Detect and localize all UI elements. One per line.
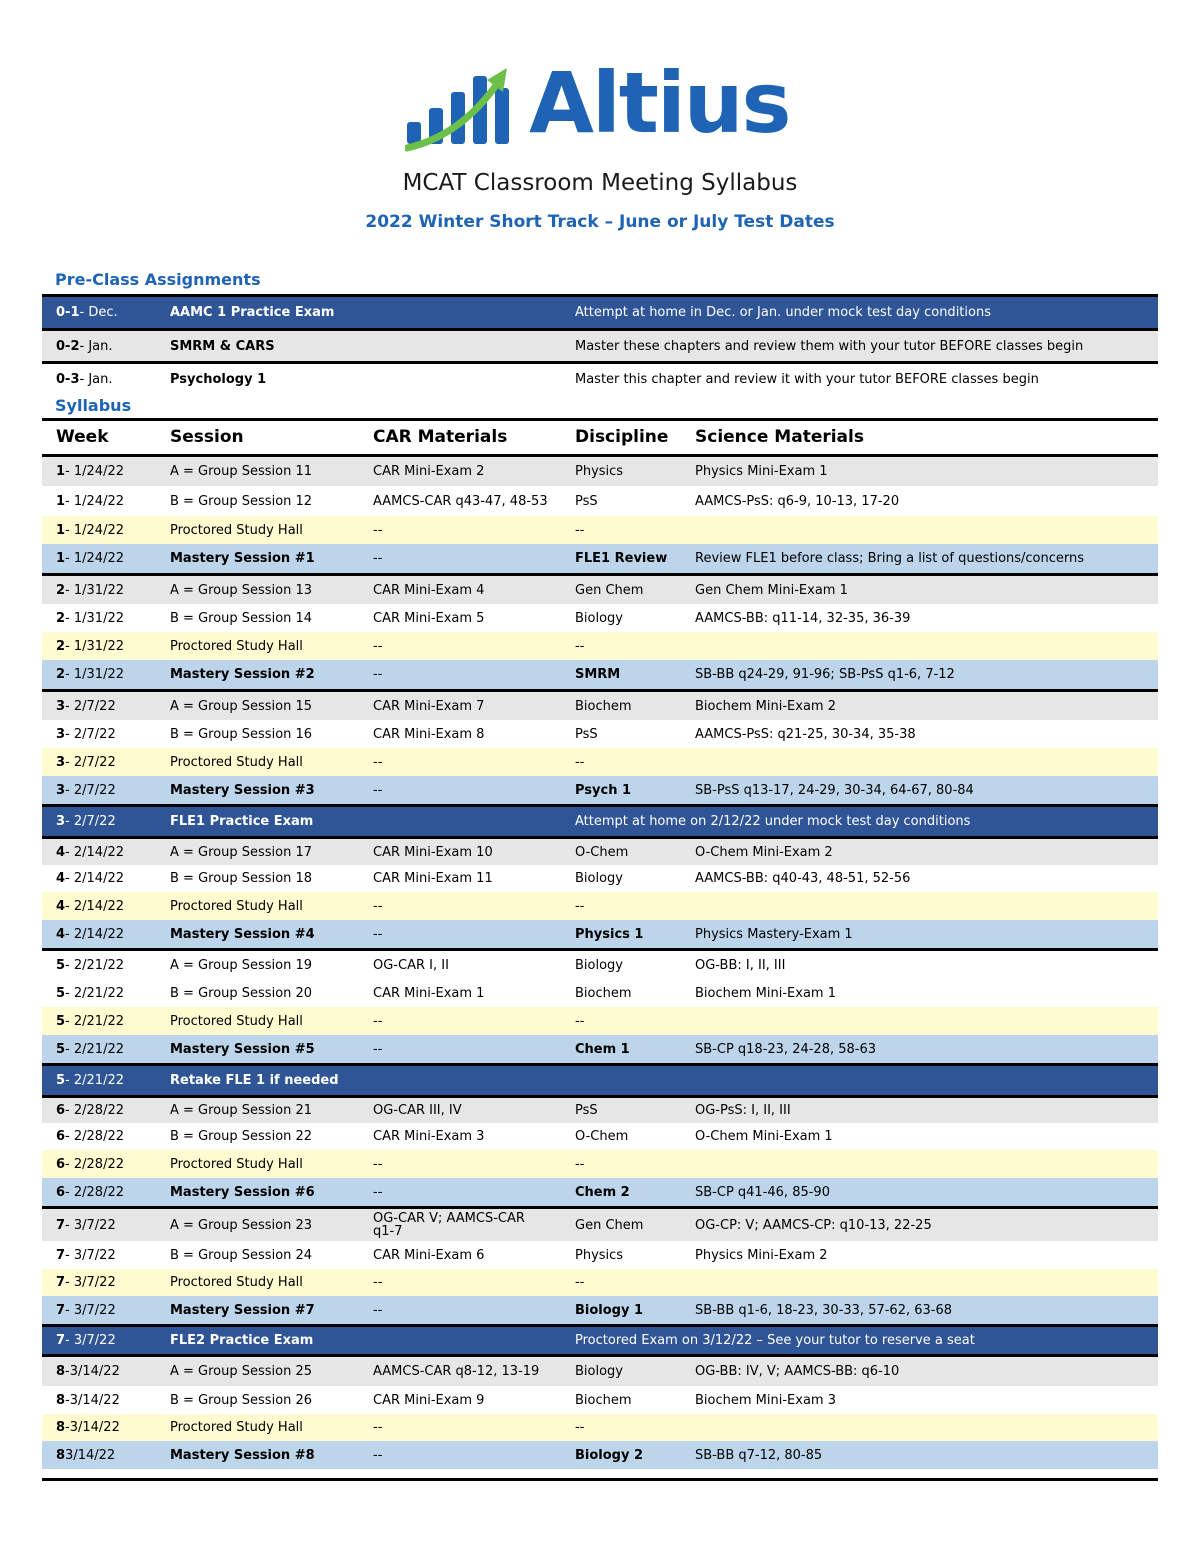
week-date: - 1/24/22 [65,551,124,566]
table-row [42,804,1158,836]
week-number: 0-2 [56,338,80,354]
week-number: 8 [56,1392,66,1408]
syllabus-table [42,418,1158,1469]
discipline-cell: Gen Chem [575,582,644,598]
discipline-cell: SMRM [575,667,621,682]
table-row [42,1063,1158,1095]
discipline-cell: Biochem [575,698,632,714]
discipline-cell: -- [575,898,585,914]
week-date: - Dec. [79,305,118,320]
week-number: 1 [56,522,66,538]
week-number: 5 [56,958,66,973]
session-cell: B = Group Session 18 [170,871,313,886]
discipline-cell: Biology [575,871,623,886]
science-materials-cell: OG-BB: I, II, III [695,958,786,973]
science-materials-cell [695,748,1155,776]
page-subtitle: 2022 Winter Short Track – June or July Test Dates [365,212,835,232]
discipline-cell: PsS [575,493,598,509]
table-row [42,1441,1158,1469]
science-materials-cell: SB-BB q24-29, 91-96; SB-PsS q1-6, 7-12 [695,667,955,682]
note-cell: Master this chapter and review it with your tutor BEFORE classes begin [575,371,1039,387]
table-row [42,1324,1158,1354]
week-date: - 2/7/22 [65,698,116,714]
table-row [42,1123,1158,1150]
table-row [42,544,1158,573]
week-date: -3/14/22 [65,1392,120,1408]
discipline-cell: O-Chem [575,1129,629,1144]
table-row [42,1178,1158,1206]
week-date: - 2/14/22 [65,871,124,886]
car-materials-cell: -- [373,1275,383,1290]
car-materials-cell: CAR Mini-Exam 11 [373,871,493,886]
science-materials-cell: Physics Mini-Exam 1 [695,464,828,479]
science-materials-cell: Biochem Mini-Exam 2 [695,698,836,714]
week-number: 5 [56,1041,66,1057]
table-row [42,516,1158,544]
week-number: 7 [56,1333,66,1348]
session-cell: Mastery Session #1 [170,551,315,566]
discipline-cell: Biology 2 [575,1447,644,1463]
table-row [42,865,1158,892]
week-date: - 3/7/22 [65,1275,116,1290]
week-date: - 1/24/22 [65,493,124,509]
column-header: Discipline [575,427,669,447]
discipline-cell: PsS [575,726,598,742]
pre-class-heading: Pre-Class Assignments [55,270,261,289]
car-materials-cell: -- [373,1013,383,1029]
car-materials-cell: -- [373,1184,383,1200]
session-cell: B = Group Session 26 [170,1392,313,1408]
week-date: - 2/28/22 [65,1103,124,1118]
logo-wordmark: Altius [529,54,790,152]
car-materials-cell: -- [373,754,383,770]
week-date: - 3/7/22 [65,1247,116,1263]
science-materials-cell: AAMCS-BB: q11-14, 32-35, 36-39 [695,610,911,626]
science-materials-cell: O-Chem Mini-Exam 2 [695,844,833,860]
week-date: - 2/28/22 [65,1156,124,1172]
session-cell: Mastery Session #4 [170,926,315,942]
discipline-cell: -- [575,1013,585,1029]
science-materials-cell: O-Chem Mini-Exam 1 [695,1129,833,1144]
science-materials-cell [695,516,1155,544]
table-row [42,689,1158,720]
discipline-cell: -- [575,522,585,538]
week-date: - 1/31/22 [65,610,124,626]
week-date: - 1/24/22 [65,522,124,538]
table-row [42,920,1158,948]
table-row [42,836,1158,865]
week-number: 3 [56,782,66,798]
week-number: 7 [56,1302,66,1318]
week-number: 5 [56,986,66,1001]
session-cell: B = Group Session 14 [170,610,313,626]
car-materials-cell: CAR Mini-Exam 2 [373,464,485,479]
session-cell: AAMC 1 Practice Exam [170,305,335,320]
science-materials-cell [695,1150,1155,1178]
discipline-cell: Biochem [575,986,632,1001]
car-materials-cell: AAMCS-CAR q43-47, 48-53 [373,493,548,509]
discipline-cell: -- [575,1156,585,1172]
table-row [42,486,1158,516]
week-date: - 2/21/22 [65,1013,124,1029]
science-materials-cell: Gen Chem Mini-Exam 1 [695,582,848,598]
week-number: 7 [56,1247,66,1263]
table-row [42,720,1158,748]
week-number: 6 [56,1129,66,1144]
session-cell: A = Group Session 11 [170,464,313,479]
car-materials-cell: CAR Mini-Exam 5 [373,610,485,626]
week-number: 3 [56,754,66,770]
week-number: 3 [56,814,66,829]
car-materials-cell: -- [373,1447,383,1463]
car-materials-cell: -- [373,1041,383,1057]
week-number: 2 [56,667,66,682]
week-date: - 2/28/22 [65,1129,124,1144]
session-cell: A = Group Session 19 [170,958,313,973]
table-row [42,573,1158,604]
table-row [42,361,1158,394]
week-number: 7 [56,1275,66,1290]
science-materials-cell: OG-BB: IV, V; AAMCS-BB: q6-10 [695,1364,900,1379]
week-date: - 3/7/22 [65,1333,116,1348]
car-materials-cell: CAR Mini-Exam 4 [373,582,485,598]
table-row [42,1007,1158,1035]
week-number: 4 [56,844,66,860]
session-cell: A = Group Session 23 [170,1217,313,1233]
bar-chart-arrow-icon [405,66,525,156]
discipline-cell: FLE1 Review [575,551,668,566]
car-materials-cell: OG-CAR V; AAMCS-CAR q1-7 [373,1211,525,1239]
car-materials-cell: -- [373,1420,383,1435]
session-cell: Proctored Study Hall [170,1156,303,1172]
discipline-cell: Biology [575,1364,623,1379]
science-materials-cell: SB-CP q18-23, 24-28, 58-63 [695,1041,877,1057]
column-header: Science Materials [695,427,864,447]
car-materials-cell: AAMCS-CAR q8-12, 13-19 [373,1364,540,1379]
science-materials-cell [695,892,1155,920]
session-cell: Proctored Study Hall [170,898,303,914]
week-number: 8 [56,1420,66,1435]
session-cell: B = Group Session 16 [170,726,313,742]
discipline-cell: -- [575,1275,585,1290]
column-header: Session [170,427,244,447]
week-number: 1 [56,551,66,566]
week-number: 4 [56,871,66,886]
science-materials-cell: Physics Mastery-Exam 1 [695,926,853,942]
week-date: -3/14/22 [65,1364,120,1379]
session-cell: A = Group Session 17 [170,844,313,860]
discipline-cell: Biochem [575,1392,632,1408]
discipline-cell: -- [575,754,585,770]
table-row [42,980,1158,1007]
table-row [42,1269,1158,1296]
week-date: - 2/14/22 [65,844,124,860]
week-date: - 2/7/22 [65,782,116,798]
session-cell: Mastery Session #6 [170,1184,315,1200]
week-number: 4 [56,898,66,914]
week-number: 6 [56,1103,66,1118]
table-row [42,604,1158,632]
session-cell: Mastery Session #3 [170,782,315,798]
week-number: 7 [56,1217,66,1233]
car-materials-cell: CAR Mini-Exam 1 [373,986,485,1001]
table-row [42,1386,1158,1414]
car-materials-cell: -- [373,926,383,942]
science-materials-cell: OG-CP: V; AAMCS-CP: q10-13, 22-25 [695,1217,932,1233]
week-number: 0-3 [56,371,80,387]
week-number: 2 [56,638,66,654]
table-row [42,1414,1158,1441]
car-materials-cell: OG-CAR I, II [373,958,449,973]
table-row [42,1150,1158,1178]
session-cell: Proctored Study Hall [170,754,303,770]
discipline-cell: Gen Chem [575,1217,644,1233]
session-cell: B = Group Session 12 [170,493,313,509]
session-cell: A = Group Session 15 [170,698,313,714]
session-cell: Psychology 1 [170,371,267,387]
car-materials-cell: CAR Mini-Exam 9 [373,1392,485,1408]
science-materials-cell [695,632,1155,660]
week-date: - Jan. [79,371,113,387]
session-cell: Mastery Session #7 [170,1302,315,1318]
session-cell: FLE1 Practice Exam [170,814,314,829]
table-row [42,1206,1158,1241]
session-cell: Proctored Study Hall [170,1275,303,1290]
discipline-cell: Chem 1 [575,1041,630,1057]
science-materials-cell [695,1269,1155,1296]
car-materials-cell: CAR Mini-Exam 10 [373,844,493,860]
session-cell: Proctored Study Hall [170,522,303,538]
week-date: - 2/14/22 [65,926,124,942]
session-cell: B = Group Session 20 [170,986,313,1001]
table-header [42,418,1158,454]
session-cell: Proctored Study Hall [170,1013,303,1029]
week-number: 4 [56,926,66,942]
car-materials-cell: CAR Mini-Exam 3 [373,1129,485,1144]
science-materials-cell: Biochem Mini-Exam 3 [695,1392,836,1408]
week-date: - 2/7/22 [65,754,116,770]
car-materials-cell: -- [373,551,383,566]
table-row [42,1241,1158,1269]
science-materials-cell: AAMCS-BB: q40-43, 48-51, 52-56 [695,871,911,886]
week-number: 2 [56,610,66,626]
week-date: - 2/21/22 [65,958,124,973]
discipline-cell: -- [575,1420,585,1435]
car-materials-cell: CAR Mini-Exam 7 [373,698,485,714]
session-cell: B = Group Session 24 [170,1247,313,1263]
table-row [42,776,1158,804]
discipline-cell: Biology [575,610,623,626]
science-materials-cell: AAMCS-PsS: q21-25, 30-34, 35-38 [695,726,916,742]
session-cell: Mastery Session #8 [170,1447,315,1463]
car-materials-cell: -- [373,1302,383,1318]
week-date: - Jan. [79,338,113,354]
week-number: 8 [56,1364,66,1379]
week-date: - 1/31/22 [65,582,124,598]
discipline-cell: Chem 2 [575,1184,630,1200]
discipline-cell: PsS [575,1103,598,1118]
discipline-cell: Physics [575,1247,624,1263]
session-cell: Proctored Study Hall [170,638,303,654]
week-number: 3 [56,726,66,742]
discipline-cell: Biology [575,958,623,973]
table-row [42,948,1158,980]
car-materials-cell: -- [373,522,383,538]
week-number: 1 [56,464,66,479]
week-number: 8 [56,1447,66,1463]
science-materials-cell [695,1007,1155,1035]
science-materials-cell: SB-BB q1-6, 18-23, 30-33, 57-62, 63-68 [695,1302,953,1318]
week-date: - 2/7/22 [65,726,116,742]
column-header: CAR Materials [373,427,508,447]
pre-class-table [42,294,1158,394]
discipline-cell: Physics [575,464,624,479]
session-cell: Mastery Session #5 [170,1041,315,1057]
session-cell: Mastery Session #2 [170,667,315,682]
table-row [42,328,1158,361]
week-date: - 3/7/22 [65,1217,116,1233]
week-number: 1 [56,493,66,509]
table-row [42,1296,1158,1324]
science-materials-cell: SB-CP q41-46, 85-90 [695,1184,830,1200]
table-bottom-rule [42,1478,1158,1481]
week-date: 3/14/22 [65,1447,116,1463]
session-cell: A = Group Session 25 [170,1364,313,1379]
column-header: Week [56,427,109,447]
discipline-cell: -- [575,638,585,654]
car-materials-cell: -- [373,638,383,654]
car-materials-cell: -- [373,782,383,798]
week-date: - 1/24/22 [65,464,124,479]
week-date: - 2/14/22 [65,898,124,914]
week-number: 5 [56,1013,66,1029]
car-materials-cell: CAR Mini-Exam 6 [373,1247,485,1263]
note-cell: Attempt at home on 2/12/22 under mock test day conditions [575,814,971,829]
table-row [42,660,1158,689]
session-cell: Proctored Study Hall [170,1420,303,1435]
week-number: 3 [56,698,66,714]
science-materials-cell: SB-BB q7-12, 80-85 [695,1447,823,1463]
session-cell: A = Group Session 21 [170,1103,313,1118]
syllabus-heading: Syllabus [55,396,132,415]
week-date: - 1/31/22 [65,667,124,682]
car-materials-cell: -- [373,1156,383,1172]
week-date: - 2/21/22 [65,1041,124,1057]
week-number: 2 [56,582,66,598]
table-row [42,454,1158,486]
table-row [42,1035,1158,1063]
science-materials-cell: OG-PsS: I, II, III [695,1103,791,1118]
week-number: 6 [56,1156,66,1172]
week-number: 6 [56,1184,66,1200]
session-cell: A = Group Session 13 [170,582,313,598]
table-row [42,748,1158,776]
week-date: -3/14/22 [65,1420,120,1435]
week-date: - 3/7/22 [65,1302,116,1318]
week-number: 0-1 [56,305,80,320]
table-row [42,632,1158,660]
science-materials-cell: AAMCS-PsS: q6-9, 10-13, 17-20 [695,493,900,509]
note-cell [575,1066,1155,1095]
science-materials-cell [695,1414,1155,1441]
discipline-cell: Biology 1 [575,1302,644,1318]
car-materials-cell: OG-CAR III, IV [373,1103,462,1118]
altius-logo [405,54,800,156]
discipline-cell: Physics 1 [575,926,644,942]
table-row [42,1095,1158,1123]
week-date: - 2/28/22 [65,1184,124,1200]
table-row [42,1354,1158,1386]
car-materials-cell: CAR Mini-Exam 8 [373,726,485,742]
week-number: 5 [56,1073,66,1088]
week-date: - 1/31/22 [65,638,124,654]
note-cell: Master these chapters and review them with your tutor BEFORE classes begin [575,338,1084,354]
syllabus-body [42,454,1158,1469]
science-materials-cell: Biochem Mini-Exam 1 [695,986,836,1001]
week-date: - 2/21/22 [65,986,124,1001]
table-row [42,892,1158,920]
table-row [42,294,1158,328]
session-cell: Retake FLE 1 if needed [170,1073,339,1088]
session-cell: B = Group Session 22 [170,1129,313,1144]
car-materials-cell: -- [373,667,383,682]
science-materials-cell: SB-PsS q13-17, 24-29, 30-34, 64-67, 80-84 [695,782,974,798]
page-title: MCAT Classroom Meeting Syllabus [402,170,798,196]
discipline-cell: Psych 1 [575,782,632,798]
week-date: - 2/7/22 [65,814,116,829]
note-cell: Proctored Exam on 3/12/22 – See your tutor to reserve a seat [575,1333,975,1348]
car-materials-cell: -- [373,898,383,914]
session-cell: SMRM & CARS [170,338,275,354]
week-date: - 2/21/22 [65,1073,124,1088]
discipline-cell: O-Chem [575,844,629,860]
science-materials-cell: Review FLE1 before class; Bring a list of questions/concerns [695,551,1085,566]
science-materials-cell: Physics Mini-Exam 2 [695,1247,828,1263]
session-cell: FLE2 Practice Exam [170,1333,314,1348]
note-cell: Attempt at home in Dec. or Jan. under mock test day conditions [575,305,991,320]
